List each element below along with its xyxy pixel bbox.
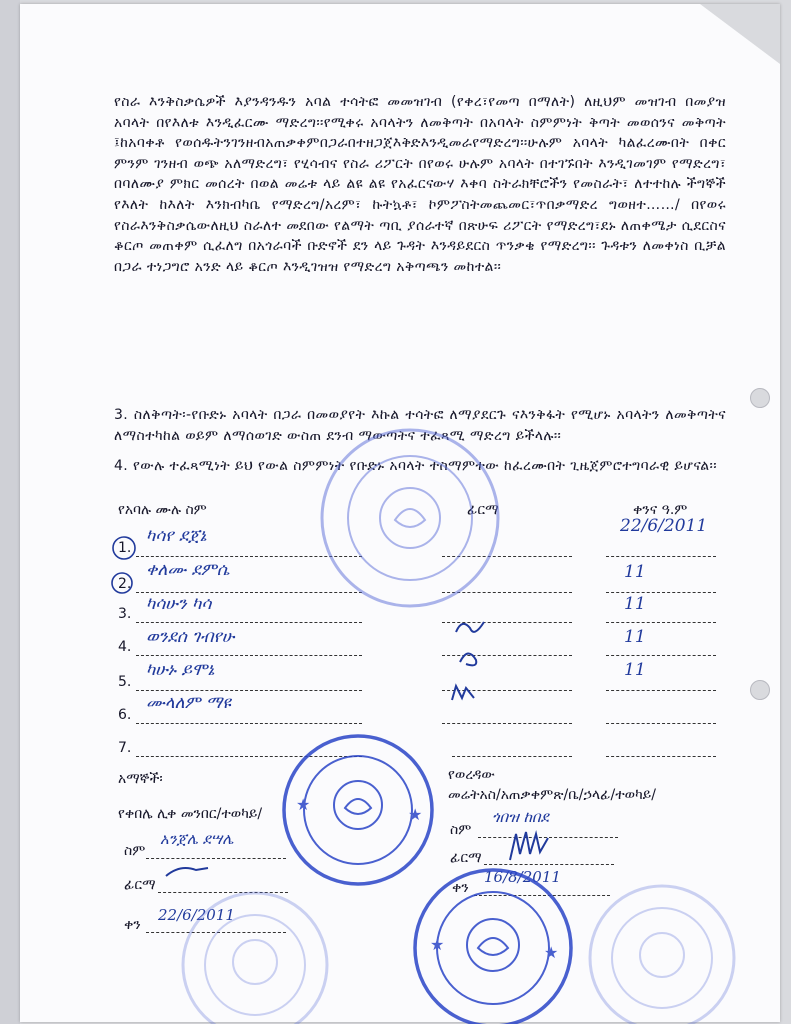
- stamp-upper-faded: [322, 430, 498, 606]
- woreda-name-value: ጎበዝ ከበደ: [492, 808, 549, 826]
- stamp-woreda: [415, 870, 571, 1024]
- kebele-chair-role: የቀበሌ ሊቀ መንበር/ተወካይ/: [118, 806, 263, 822]
- signature-row-4: [456, 622, 484, 632]
- member-name: ካሳሁን ካሳ: [146, 594, 212, 614]
- member-name: ካሁኑ ይሞኔ: [146, 660, 215, 680]
- row-number: 2.: [118, 576, 132, 592]
- row-1-circle-mark: [113, 537, 135, 559]
- signature-row-6: [452, 686, 474, 700]
- row-number: 3.: [118, 606, 132, 622]
- kebele-name-value: አንጀሌ ደሣሌ: [160, 830, 234, 848]
- kebele-signature-mark: [166, 868, 208, 876]
- woreda-date-value: 16/8/2011: [484, 868, 561, 886]
- witnesses-title: አማኞች፡: [118, 771, 163, 787]
- row-2-circle-mark: [112, 573, 132, 593]
- member-date: 22/6/2011: [620, 516, 708, 536]
- row-number: 5.: [118, 674, 132, 690]
- svg-text:★: ★: [544, 943, 559, 962]
- row-number: 6.: [118, 707, 132, 723]
- stamp-faded-left: [183, 893, 327, 1024]
- kebele-date-label: ቀን: [124, 917, 141, 933]
- kebele-date-value: 22/6/2011: [158, 906, 235, 924]
- kebele-signature-label: ፊርማ: [124, 877, 156, 893]
- paragraph-effectiveness: 4. የውሉ ተፈጻሚነት ይህ የውል ስምምነት የቡድኑ አባላት ተስማምተው ከፈረሙበት ጊዜጀምሮተግባራዊ ይሆናል፡፡: [114, 458, 717, 474]
- woreda-office-role: መሬትአስ/አጠቃቀምጽ/ቤ/ኃላፊ/ተወካይ/: [448, 787, 657, 803]
- stamp-kebele: [284, 736, 432, 884]
- woreda-title: የወረዳው: [448, 767, 495, 783]
- member-name: ሙላለም ማዩ: [146, 693, 231, 713]
- svg-text:★: ★: [430, 935, 445, 954]
- member-name: ወንደሰ ገብየሁ: [146, 627, 235, 647]
- member-date: 11: [624, 660, 646, 680]
- row-number: 4.: [118, 639, 132, 655]
- svg-text:★: ★: [408, 805, 423, 824]
- header-signature: ፊርማ: [467, 502, 499, 518]
- row-number: 7.: [118, 740, 132, 756]
- paragraph-duties: የስራ እንቅስቃሴዎች እያንዳንዱን አባል ተሳትፎ መመዝገብ (የቀረ፣የመጣ በማለት) ለዚህም መዝገብ በመያዝ አባላት በየእለቱ እንዲፈርሙ ማድረግ፡፡የሚቀሩ አባላትን ለመቅጣት በአባላት ስምምነት ቅጣት መወሰንና መቅጣት ፤ከአባቀቶ የወሰዱትንገንዘብአጠቃቀምበጋራበተዘጋጀእቅድእንዲመራየማድረግ፡፡ሁሉም አባላት ካልፈረሙበት በቀር ምንም ገንዘብ ወጭ አለማድረግ፣ የሂሳብና የስራ ሪፖርት በየወሩ ሁሉም አባላት በተገኙበት እንዲገመገም የማድረግ፣ በባለሙያ ምክር መሰረት በወል መሬቱ ላይ ልዩ ልዩ የአፈርናውሃ እቀባ ስትራክቸሮችን የመስራት፣ ለተተከሉ ችግኞች የእለት ከእለት እንክብካቤ የማድረግ/አረም፣ ኩትኳቶ፣ ኮምፖስትመጨመር፣ጥበቃማድረ ግወዘተ……/ በየወሩ የስራእንቅስቃሴውለዚህ ስራለተ መደበው የልማት ጣቢ ያሰራተኛ በጽሁፍ ሪፖርት የማድረግ፣ደኑ ለጠቀሜታ ሲደርስና ቆርጦ መጠቀም ሲፈለግ በአጎራባች ቡድኖች ደን ላይ ጉዳት እንዳይደርስ ጥንቃቄ የማድረግ፡፡ ጉዳቱን ለመቀነስ ቢቻል በጋራ ተነጋግሮ አንድ ላይ ቆርጦ እንዲገዝዝ የማድረግ አቅጣጫን መከተል፡፡: [114, 94, 726, 275]
- woreda-name-label: ስም: [450, 822, 472, 838]
- header-date: ቀንና ዓ.ም: [633, 502, 688, 518]
- paragraph-penalties: 3. ስለቅጣት፡-የቡድኑ አባላት በጋራ በመወያየት እኩል ተሳትፎ ለማያደርጉ ናእንቅፋት የሚሆኑ አባላትን ለመቅጣትና ለማስተካከል ወይም ለማሰወገድ ውስጠ ደንብ ማውጣትና ተፈጻሚ ማድረግ ይችላሉ፡፡: [114, 407, 726, 444]
- member-date: 11: [624, 594, 646, 614]
- row-number: 1.: [118, 540, 132, 556]
- kebele-name-label: ስም: [124, 843, 146, 859]
- member-name: ካሳየ ደጀኔ: [146, 526, 207, 546]
- signature-row-5: [460, 653, 476, 665]
- member-date: 11: [624, 562, 646, 582]
- svg-text:★: ★: [296, 795, 311, 814]
- stamp-faded-right: [590, 886, 734, 1024]
- woreda-signature-label: ፊርማ: [450, 850, 482, 866]
- woreda-signature-mark: [510, 832, 548, 860]
- woreda-date-label: ቀን: [452, 880, 469, 896]
- member-date: 11: [624, 627, 646, 647]
- header-member-name: የአባሉ ሙሉ ስም: [118, 502, 207, 518]
- member-name: ቀለሙ ደምሴ: [146, 560, 230, 580]
